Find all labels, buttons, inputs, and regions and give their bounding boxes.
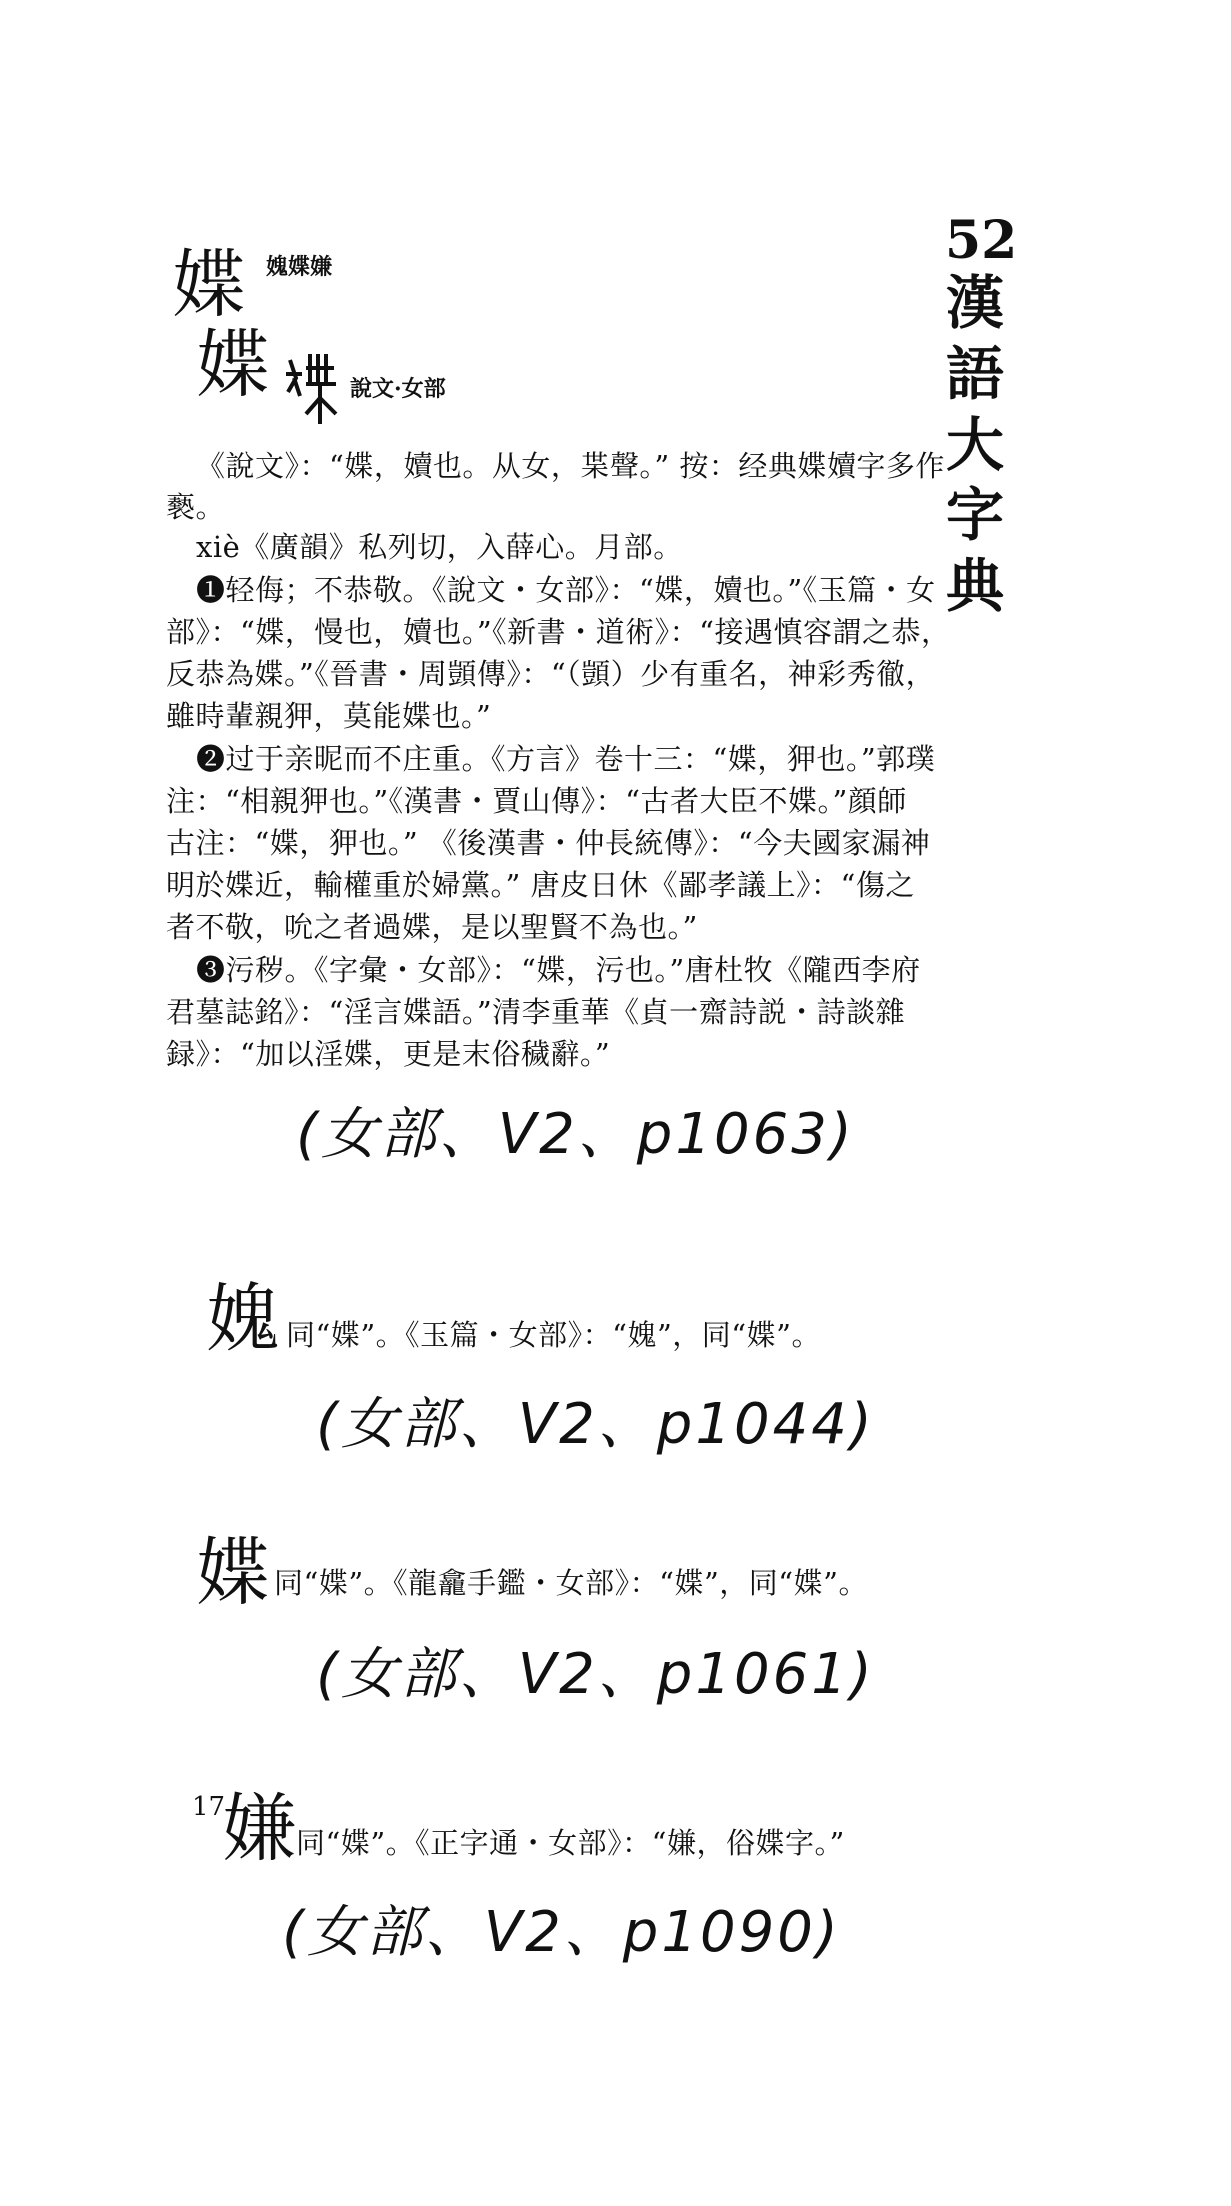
handwritten-reference: (女部、V2、p1061) [316, 1642, 875, 1707]
definition-line: 録》：“加以淫媟，更是末俗穢辭。” [166, 1037, 611, 1071]
variant-definition: 同“媟”。《正字通・女部》：“嫌，俗媟字。” [296, 1826, 845, 1860]
variant-char: 媿 [206, 1276, 280, 1362]
headword: 媟 [172, 242, 246, 328]
variant-definition: 同“媟”。《玉篇・女部》：“媿”，同“媟”。 [286, 1318, 821, 1352]
definition-line: ❶轻侮；不恭敬。《說文・女部》：“媟，嬻也。”《玉篇・女 [196, 573, 936, 607]
variant-definition: 同“媟”。《龍龕手鑑・女部》：“媟”，同“媟”。 [274, 1566, 868, 1600]
seal-script-glyph [282, 348, 342, 432]
book-title-char: 典 [945, 552, 1004, 620]
definition-line: 注：“相親狎也。”《漢書・賈山傳》：“古者大臣不媟。”顔師 [166, 784, 907, 818]
headword-variants: 媿媟嫌 [266, 254, 333, 280]
headword-regular: 媟 [196, 322, 270, 408]
page-number: 52 [945, 210, 1018, 271]
definition-line: 褻。 [166, 490, 226, 524]
definition-line: 者不敬，吮之者過媟，是以聖賢不為也。” [166, 910, 698, 944]
source-reference: 說文·女部 [350, 376, 446, 402]
definition-line: 古注：“媟，狎也。” 《後漢書・仲長統傳》：“今夫國家漏神 [166, 826, 931, 860]
stroke-count: 17 [192, 1792, 226, 1822]
book-title [940, 268, 1010, 622]
definition-line: 《說文》：“媟，嬻也。从女，枼聲。” 按：经典媟嬻字多作 [196, 449, 945, 483]
definition-line: 部》：“媟，慢也，嬻也。”《新書・道術》：“接遇慎容謂之恭， [166, 615, 951, 649]
definition-line: 君墓誌銘》：“淫言媟語。”清李重華《貞一齋詩説・詩談雜 [166, 995, 906, 1029]
definition-line: 明於媟近，輸權重於婦黨。” 唐皮日休《鄙孝議上》：“傷之 [166, 868, 915, 902]
variant-char: 嫌 [222, 1786, 296, 1872]
variant-char: 媟 [196, 1530, 270, 1616]
handwritten-reference: (女部、V2、p1063) [296, 1102, 855, 1167]
definition-line: ❷过于亲昵而不庄重。《方言》卷十三：“媟，狎也。”郭璞 [196, 742, 936, 776]
book-title-char: 大 [945, 410, 1004, 479]
definition-line: 雖時輩親狎，莫能媟也。” [166, 699, 492, 733]
book-title-char: 字 [945, 481, 1004, 550]
handwritten-reference: (女部、V2、p1044) [316, 1392, 875, 1457]
definition-line: xiè《廣韻》私列切，入薛心。月部。 [196, 530, 683, 564]
definition-line: ❸污秽。《字彙・女部》：“媟，污也。”唐杜牧《隴西李府 [196, 953, 921, 987]
definition-line: 反恭為媟。”《晉書・周顗傳》：“（顗）少有重名，神彩秀徹， [166, 657, 936, 691]
book-title-char: 漢 [945, 269, 1004, 337]
handwritten-reference: (女部、V2、p1090) [282, 1900, 841, 1965]
book-title-char: 語 [945, 339, 1004, 408]
